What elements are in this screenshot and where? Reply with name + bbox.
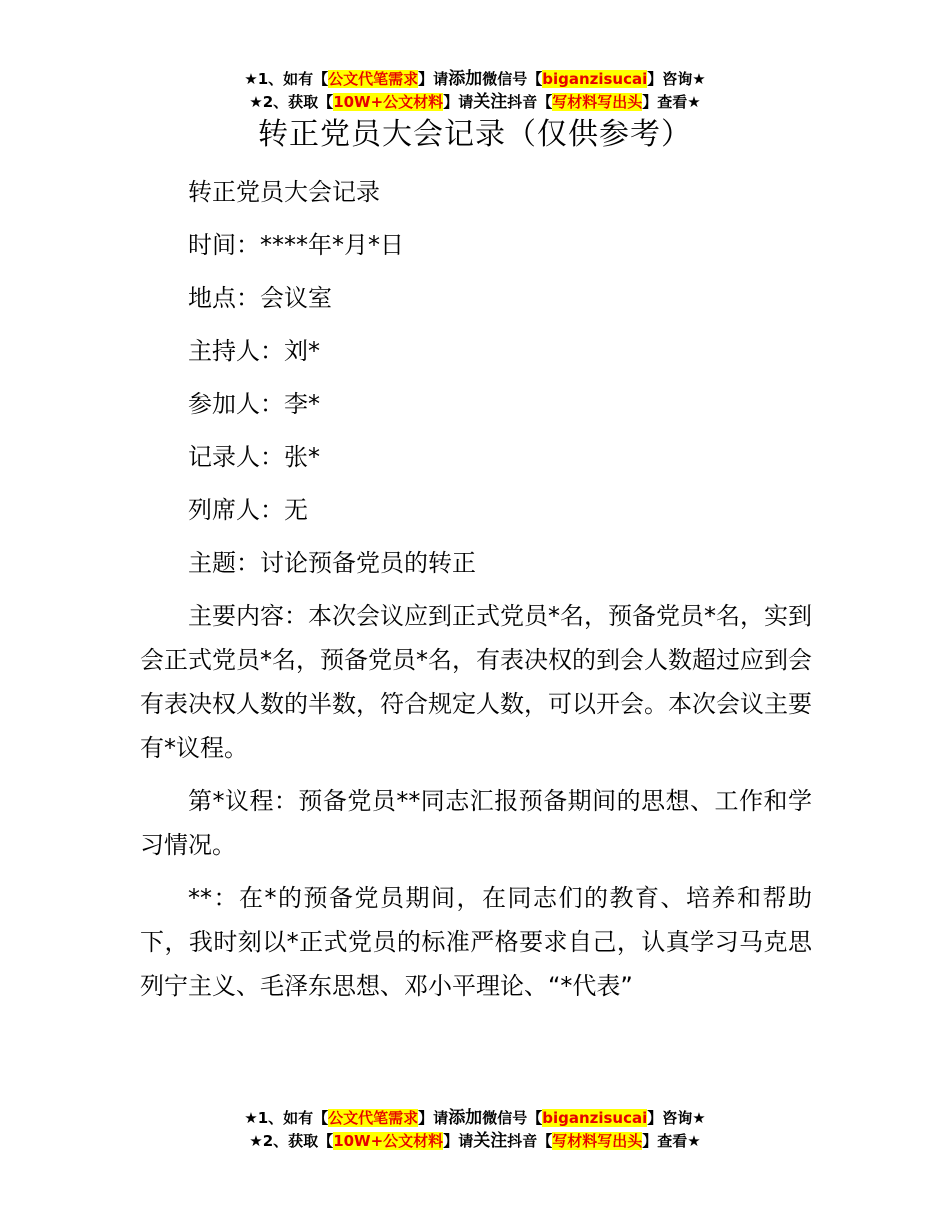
body-paragraph: 主要内容：本次会议应到正式党员*名，预备党员*名，实到会正式党员*名，预备党员*名，有表决权的到会人数超过应到会有表决权人数的半数，符合规定人数，可以开会。本次会议主要有*议程。 (140, 602, 812, 762)
promo-text: 】请 (418, 1109, 449, 1127)
footer-promo-banner (0, 1107, 950, 1153)
promo-text: ★2、获取【 (249, 93, 334, 111)
body-paragraph: **：在*的预备党员期间，在同志们的教育、培养和帮助下，我时刻以*正式党员的标准严格要求自己，认真学习马克思列宁主义、毛泽东思想、邓小平理论、“*代表” (140, 884, 812, 1000)
body-paragraph: 主持人：刘* (188, 337, 320, 365)
body-paragraph: 时间：****年*月*日 (188, 231, 404, 259)
promo-emphasis: 关注 (473, 1131, 508, 1151)
document-body (140, 170, 812, 1017)
body-paragraph: 地点：会议室 (188, 284, 332, 312)
promo-emphasis: 添加 (448, 1108, 483, 1128)
header-promo-banner (0, 68, 950, 114)
promo-text: ★1、如有【 (244, 1109, 329, 1127)
promo-line-2 (0, 91, 950, 114)
promo-wechat-id: biganzisucai (542, 70, 648, 88)
promo-text: 】请 (418, 70, 449, 88)
promo-emphasis: 关注 (473, 92, 508, 112)
promo-highlight: 10W+公文材料 (333, 93, 444, 111)
promo-highlight: 公文代笔需求 (328, 70, 419, 88)
promo-line-2 (0, 1130, 950, 1153)
promo-highlight: 写材料写出头 (552, 93, 643, 111)
document-title: 转正党员大会记录（仅供参考） (258, 117, 692, 152)
promo-text: 】请 (443, 93, 474, 111)
promo-text: ★1、如有【 (244, 70, 329, 88)
promo-text: 】咨询★ (647, 1109, 706, 1127)
body-paragraph: 主题：讨论预备党员的转正 (188, 549, 476, 577)
promo-text: 微信号【 (482, 1109, 543, 1127)
body-paragraph: 参加人：李* (188, 390, 320, 418)
promo-text: ★2、获取【 (249, 1132, 334, 1150)
promo-text: 】查看★ (642, 93, 701, 111)
body-paragraph: 转正党员大会记录 (188, 178, 380, 206)
promo-highlight: 写材料写出头 (552, 1132, 643, 1150)
body-paragraph: 列席人：无 (188, 496, 308, 524)
promo-text: 】查看★ (642, 1132, 701, 1150)
promo-text: 抖音【 (507, 1132, 553, 1150)
promo-highlight: 10W+公文材料 (333, 1132, 444, 1150)
promo-text: 】请 (443, 1132, 474, 1150)
body-paragraph: 第*议程：预备党员**同志汇报预备期间的思想、工作和学习情况。 (140, 787, 812, 859)
promo-text: 抖音【 (507, 93, 553, 111)
promo-line-1 (0, 1107, 950, 1130)
promo-wechat-id: biganzisucai (542, 1109, 648, 1127)
promo-highlight: 公文代笔需求 (328, 1109, 419, 1127)
promo-line-1 (0, 68, 950, 91)
promo-text: 微信号【 (482, 70, 543, 88)
body-paragraph: 记录人：张* (188, 443, 320, 471)
promo-text: 】咨询★ (647, 70, 706, 88)
promo-emphasis: 添加 (448, 69, 483, 89)
